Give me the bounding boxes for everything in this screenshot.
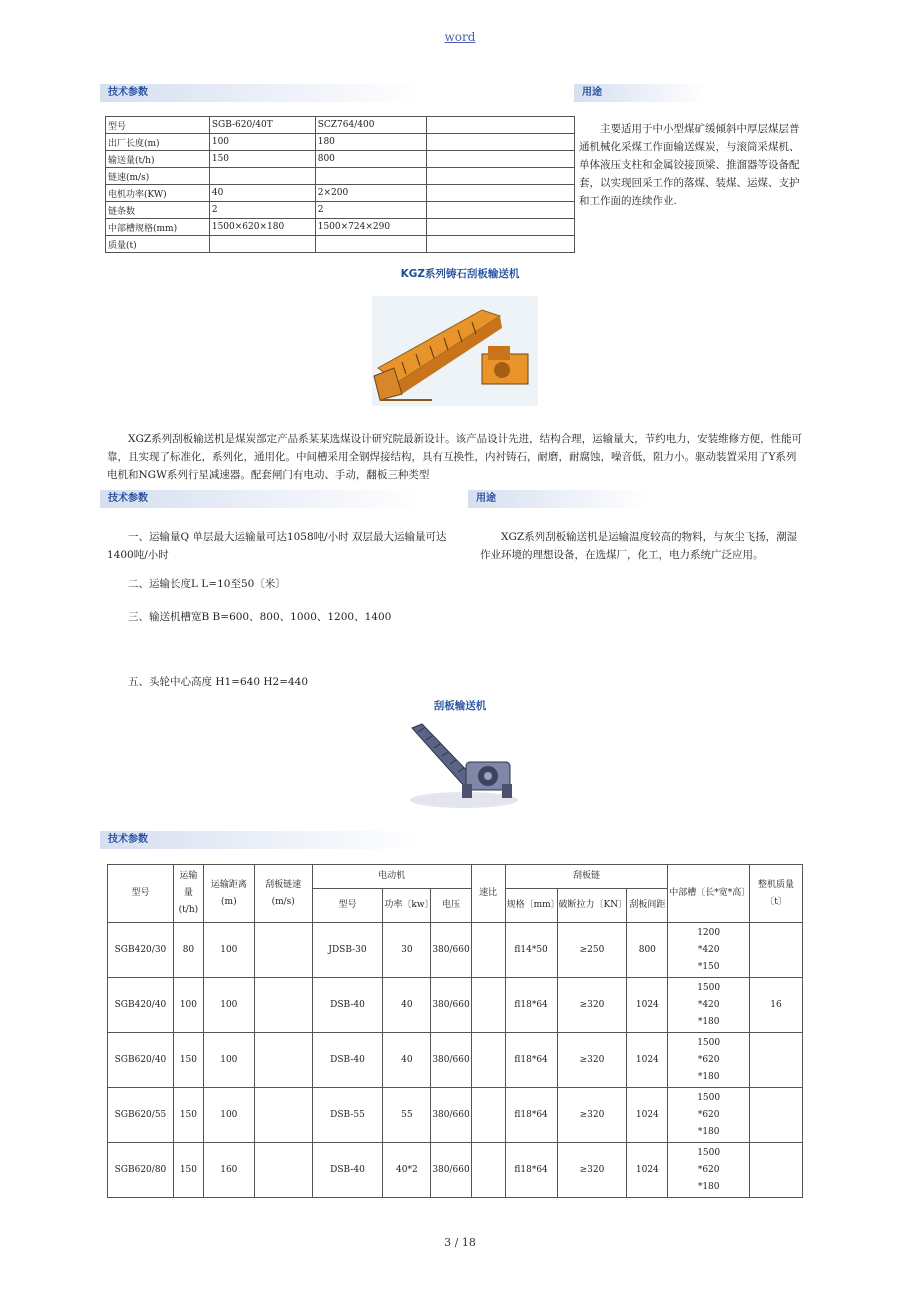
spec-cell (426, 202, 574, 219)
cell-distance: 100 (203, 1033, 254, 1088)
trough-dim: *620 (697, 1054, 720, 1065)
spec-row (106, 185, 575, 202)
cell-motor-model: DSB-40 (312, 1143, 383, 1198)
cell-voltage: 380/660 (431, 1143, 471, 1198)
param-item-5: 五、头轮中心高度 H1=640 H2=440 (128, 676, 309, 688)
spec-cell (209, 168, 315, 185)
trough-dim: *420 (697, 944, 720, 955)
spec-cell: 1500×724×290 (315, 219, 426, 236)
spec-cell (426, 134, 574, 151)
cell-power: 40 (383, 1033, 431, 1088)
spec-cell: 180 (315, 134, 426, 151)
spec-row (106, 202, 575, 219)
cell-trough (668, 923, 750, 978)
param-item-3: 三、输送机槽宽B B=600、800、1000、1200、1400 (128, 611, 392, 623)
cell-trough (668, 978, 750, 1033)
trough-dim: *180 (697, 1016, 720, 1027)
spec-cell: 电机功率(KW) (106, 185, 210, 202)
cell-distance: 160 (203, 1143, 254, 1198)
spec-cell: 150 (209, 151, 315, 168)
scraper-conveyor-illustration (404, 720, 524, 810)
table-row (108, 1033, 803, 1088)
col-ratio: 速比 (471, 865, 505, 923)
cell-model: SGB420/40 (108, 978, 174, 1033)
table-row (108, 1143, 803, 1198)
cell-pitch: 1024 (627, 1088, 668, 1143)
cell-chain-spec: fl14*50 (505, 923, 557, 978)
spec-row (106, 168, 575, 185)
spec-cell (315, 168, 426, 185)
cell-pitch: 1024 (627, 1143, 668, 1198)
xgz-description: XGZ系列刮板输送机是煤炭部定产品系某某选煤设计研究院最新设计。该产品设计先进，结构合理，运输量大，节约电力，安装维修方便，性能可靠，且实现了标准化，系列化，通用化。中间槽采用全钢焊接结构，具有互换性，内衬铸石，耐磨，耐腐蚀，噪音低，阻力小。驱动装置采用了Y系列电机和NGW系列行星减速器。配套闸门有电动、手动，翻板三种类型 (107, 433, 803, 481)
cell-chain-spec: fl18*64 (505, 978, 557, 1033)
spec-cell: 链速(m/s) (106, 168, 210, 185)
col-motor-voltage: 电压 (431, 889, 471, 923)
spec-cell: 2 (315, 202, 426, 219)
trough-dim: 1500 (697, 1037, 721, 1048)
spec-cell: 中部槽规格(mm) (106, 219, 210, 236)
spec-cell: 1500×620×180 (209, 219, 315, 236)
table-row (108, 978, 803, 1033)
spec-cell: 输送量(t/h) (106, 151, 210, 168)
col-distance: 运输距离(m) (203, 865, 254, 923)
col-breaking-force: 破断拉力〔KN〕 (557, 889, 627, 923)
cell-ratio (471, 1088, 505, 1143)
cell-speed (254, 1143, 312, 1198)
cell-model: SGB620/40 (108, 1033, 174, 1088)
cell-motor-model: JDSB-30 (312, 923, 383, 978)
cell-distance: 100 (203, 1088, 254, 1143)
kgz-caption: KGZ系列铸石刮板输送机 (400, 268, 520, 280)
col-trough: 中部槽〔长*宽*高〕 (668, 865, 750, 923)
spec-cell: SGB-620/40T (209, 117, 315, 134)
spec-cell: SCZ764/400 (315, 117, 426, 134)
cell-pitch: 800 (627, 923, 668, 978)
cell-mass (750, 1088, 803, 1143)
spec-row (106, 134, 575, 151)
cell-capacity: 150 (173, 1033, 203, 1088)
cell-voltage: 380/660 (431, 923, 471, 978)
cell-motor-model: DSB-55 (312, 1088, 383, 1143)
spec-cell: 链条数 (106, 202, 210, 219)
spec-cell (426, 168, 574, 185)
col-motor-model: 型号 (312, 889, 383, 923)
cell-trough (668, 1143, 750, 1198)
cell-trough (668, 1088, 750, 1143)
cell-distance: 100 (203, 978, 254, 1033)
cell-pitch: 1024 (627, 1033, 668, 1088)
tech-params-heading-3: 技术参数 (100, 831, 422, 849)
spec-cell: 型号 (106, 117, 210, 134)
cell-power: 40*2 (383, 1143, 431, 1198)
cell-capacity: 150 (173, 1143, 203, 1198)
param-item-2: 二、运输长度L L=10至50〔米〕 (128, 578, 286, 590)
spec-table-1 (105, 116, 575, 253)
cell-power: 55 (383, 1088, 431, 1143)
cell-breaking: ≥320 (557, 1088, 627, 1143)
cell-power: 40 (383, 978, 431, 1033)
cell-motor-model: DSB-40 (312, 1033, 383, 1088)
cell-capacity: 100 (173, 978, 203, 1033)
col-motor: 电动机 (312, 865, 471, 889)
scraper-conveyor-image (404, 720, 524, 810)
cell-voltage: 380/660 (431, 1033, 471, 1088)
use-text-1: 主要适用于中小型煤矿缓倾斜中厚层煤层普通机械化采煤工作面输送煤炭，与滚筒采煤机、单体液压支柱和金属铰接顶梁、推溜器等设备配套，以实现回采工作的落煤、装煤、运煤、支护和工作面的连续作业. (579, 123, 800, 207)
cell-breaking: ≥320 (557, 1033, 627, 1088)
trough-dim: *420 (697, 999, 720, 1010)
spec-row (106, 219, 575, 236)
cell-mass (750, 1033, 803, 1088)
cell-model: SGB420/30 (108, 923, 174, 978)
col-mass: 整机质量〔t〕 (750, 865, 803, 923)
trough-dim: 1200 (697, 927, 721, 938)
cell-speed (254, 1088, 312, 1143)
cell-chain-spec: fl18*64 (505, 1033, 557, 1088)
use-heading-2: 用途 (468, 490, 648, 508)
cell-ratio (471, 923, 505, 978)
col-chain-spec: 规格〔mm〕 (505, 889, 557, 923)
cell-pitch: 1024 (627, 978, 668, 1033)
spec-cell: 出厂长度(m) (106, 134, 210, 151)
scraper-conveyor-caption: 刮板输送机 (433, 700, 487, 712)
trough-dim: *180 (697, 1126, 720, 1137)
trough-dim: *150 (697, 961, 720, 972)
cell-voltage: 380/660 (431, 978, 471, 1033)
spec-cell (426, 219, 574, 236)
cell-mass (750, 1143, 803, 1198)
cell-breaking: ≥320 (557, 1143, 627, 1198)
cell-distance: 100 (203, 923, 254, 978)
page-number: 3 / 18 (444, 1236, 476, 1249)
cell-breaking: ≥250 (557, 923, 627, 978)
trough-dim: *620 (697, 1109, 720, 1120)
trough-dim: *180 (697, 1071, 720, 1082)
cell-capacity: 80 (173, 923, 203, 978)
cell-chain-spec: fl18*64 (505, 1088, 557, 1143)
trough-dim: 1500 (697, 1092, 721, 1103)
cell-speed (254, 923, 312, 978)
spec-cell (426, 236, 574, 253)
cell-ratio (471, 978, 505, 1033)
cell-breaking: ≥320 (557, 978, 627, 1033)
spec-row (106, 151, 575, 168)
spec-cell: 2×200 (315, 185, 426, 202)
spec-cell (426, 185, 574, 202)
spec-cell (209, 236, 315, 253)
spec-row (106, 117, 575, 134)
trough-dim: *180 (697, 1181, 720, 1192)
col-chain: 刮板链 (505, 865, 668, 889)
spec-cell (315, 236, 426, 253)
cell-speed (254, 978, 312, 1033)
spec-cell (426, 151, 574, 168)
tech-params-heading-1: 技术参数 (100, 84, 422, 102)
tech-params-heading-2: 技术参数 (100, 490, 422, 508)
cell-trough (668, 1033, 750, 1088)
cell-motor-model: DSB-40 (312, 978, 383, 1033)
col-capacity: 运输量(t/h) (173, 865, 203, 923)
col-motor-power: 功率〔kw〕 (383, 889, 431, 923)
spec-cell: 800 (315, 151, 426, 168)
col-model: 型号 (108, 865, 174, 923)
cell-model: SGB620/80 (108, 1143, 174, 1198)
table-row (108, 1088, 803, 1143)
cell-capacity: 150 (173, 1088, 203, 1143)
kgz-conveyor-illustration (372, 296, 538, 406)
spec-cell: 质量(t) (106, 236, 210, 253)
cell-ratio (471, 1143, 505, 1198)
param-item-1: 一、运输量Q 单层最大运输量可达1058吨/小时 双层最大运输量可达1400吨/小时 (107, 531, 447, 561)
cell-mass (750, 923, 803, 978)
use-text-2: XGZ系列刮板输送机是运输温度较高的物料，与灰尘飞扬，潮湿作业环境的理想设备，在选煤厂，化工，电力系统广泛应用。 (480, 531, 798, 561)
spec-cell: 100 (209, 134, 315, 151)
cell-model: SGB620/55 (108, 1088, 174, 1143)
kgz-conveyor-image (372, 296, 538, 406)
spec-cell: 40 (209, 185, 315, 202)
spec-cell: 2 (209, 202, 315, 219)
cell-voltage: 380/660 (431, 1088, 471, 1143)
cell-speed (254, 1033, 312, 1088)
col-chain-speed: 刮板链速(m/s) (254, 865, 312, 923)
header-word-link[interactable]: word (444, 30, 476, 44)
trough-dim: *620 (697, 1164, 720, 1175)
cell-ratio (471, 1033, 505, 1088)
trough-dim: 1500 (697, 1147, 721, 1158)
table-row (108, 923, 803, 978)
cell-chain-spec: fl18*64 (505, 1143, 557, 1198)
spec-row (106, 236, 575, 253)
cell-power: 30 (383, 923, 431, 978)
cell-mass: 16 (750, 978, 803, 1033)
col-pitch: 刮板间距 (627, 889, 668, 923)
spec-table-2 (107, 864, 803, 1198)
trough-dim: 1500 (697, 982, 721, 993)
spec-cell (426, 117, 574, 134)
use-heading-1: 用途 (574, 84, 708, 102)
